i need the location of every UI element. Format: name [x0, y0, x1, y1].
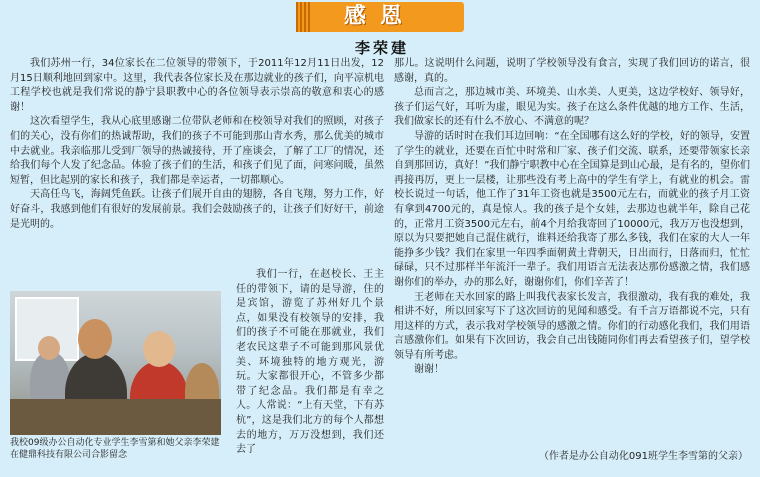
author-name: 李荣建 [354, 39, 409, 57]
paragraph: 导游的话时时在我们耳边回响：“在全国哪有这么好的学校，好的领导，安置了学生的就业，还要在百忙中时常和厂家、孩子们交流、联系，还要带领家长亲自到那回访，真好！”我们静宁职教中心在全国算是到山心最，是有名的，望你们再接再厉，更上一层楼，让那些没有考上高中的学生有学上，有就业的机会。雷校长说过一句话，他工作了31年工资也就是3500元左右，而就业的孩子月工资有拿到4700元的，真是惊人。我的孩子是个女娃，去那边也就半年，除自己花的，正常月工资3500元左右，前4个月给我寄回了10000元，我万万也没想到，原以为只要把她自己混住就行，谁料还给我寄了那么多钱，我们在家的大人一年能挣多少钱？我们在家里一年四季面朝黄土背朝天，日出而行，日落而归，忙忙碌碌，只不过那样半年流汗一辈子。我们用语言无法表达那份感激之情，我们感谢你们的举办，办的那么好，谢谢你们，你们辛苦了！ [394, 130, 750, 288]
table-in-photo [10, 399, 221, 435]
person-head [38, 336, 60, 360]
photo-caption: 我校09级办公自动化专业学生李雪第和她父亲李荣建在健鼎科技有限公司合影留念 [10, 438, 220, 460]
thanks: 谢谢！ [414, 364, 444, 376]
page-title: 感恩 [343, 4, 416, 29]
paragraph: 总而言之，那边城市美、环境美、山水美、人更美，这边学校好、领导好，孩子们运气好，耳听为虚，眼见为实。孩子在这么条件优越的地方工作、生活，我们做家长的还有什么不放心、不满意的呢？ [394, 87, 750, 128]
paragraph: 那儿。这说明什么问题，说明了学校领导没有食言，实现了我们回访的诺言，很感谢，真的。 [394, 58, 750, 84]
father-head [78, 319, 112, 359]
title-banner [296, 2, 464, 32]
daughter-head [143, 331, 175, 367]
paragraph: 这次看望学生，我从心底里感谢二位带队老师和在校领导对我们的照顾，对孩子们的关心，没有你们的热诚帮助，我们的孩子不可能到那山青水秀，那么优美的城市中去就业。我亲临那儿受到厂领导的热诚接待，开了座谈会，了解了工厂的情况，还给我们每个人发了纪念品。体验了孩子们的生活，和孩子们见了面，问寒问暖，虽然短暂，但比起别的家长和孩子，我们都是幸运者，一切都顺心。 [10, 116, 384, 186]
paragraph: 我们一行，在赵校长、王主任的带领下，请的是导游，住的是宾馆，游览了苏州好几个景点，如果没有校领导的安排，我们的孩子不可能在那就业，我们老农民这辈子不可能到那风景优美、环境独特的地方观光，游玩。大家都很开心，不管多少都带了纪念品。我们都是有幸之人。人常说：“上有天堂，下有苏杭”，这是我们北方的每个人都想去的地方，万万没想到，我们还去了 [236, 269, 384, 456]
author-signature: （作者是办公自动化091班学生李雪第的父亲） [538, 451, 748, 462]
paragraph: 天高任鸟飞，海阔凭鱼跃。让孩子们展开自由的翅膀，各自飞翔，努力工作，好好奋斗，我感到他们有很好的发展前景。我们会鼓励孩子的，让孩子们好好干，前途是光明的。 [10, 189, 384, 230]
paragraph: 王老师在天水回家的路上叫我代表家长发言，我很激动，我有我的难处，我相讲不好，所以回家写下了这次回访的见闻和感受。有千言万语都说不完，只有用这样的方式，表示我对学校领导的感激之情。你们的行动感化我们，我们用语言感激你们。如果有下次回访，我会自己出钱随同你们再去看望孩子们，望学校领导有所考虑。 [394, 291, 750, 361]
paragraph: 我们苏州一行，34位家长在二位领导的带领下，于2011年12月11日出发，12月15日顺利地回到家中。这里，我代表各位家长及在那边就业的孩子们，向平凉机电工程学校也就是我们常说的静宁县职教中心的各位领导表示崇高的敬意和衷心的感谢！ [10, 58, 384, 113]
photo-father-and-daughter [10, 291, 221, 435]
right-column [394, 57, 750, 378]
middle-column [236, 268, 384, 458]
left-column [10, 57, 384, 232]
